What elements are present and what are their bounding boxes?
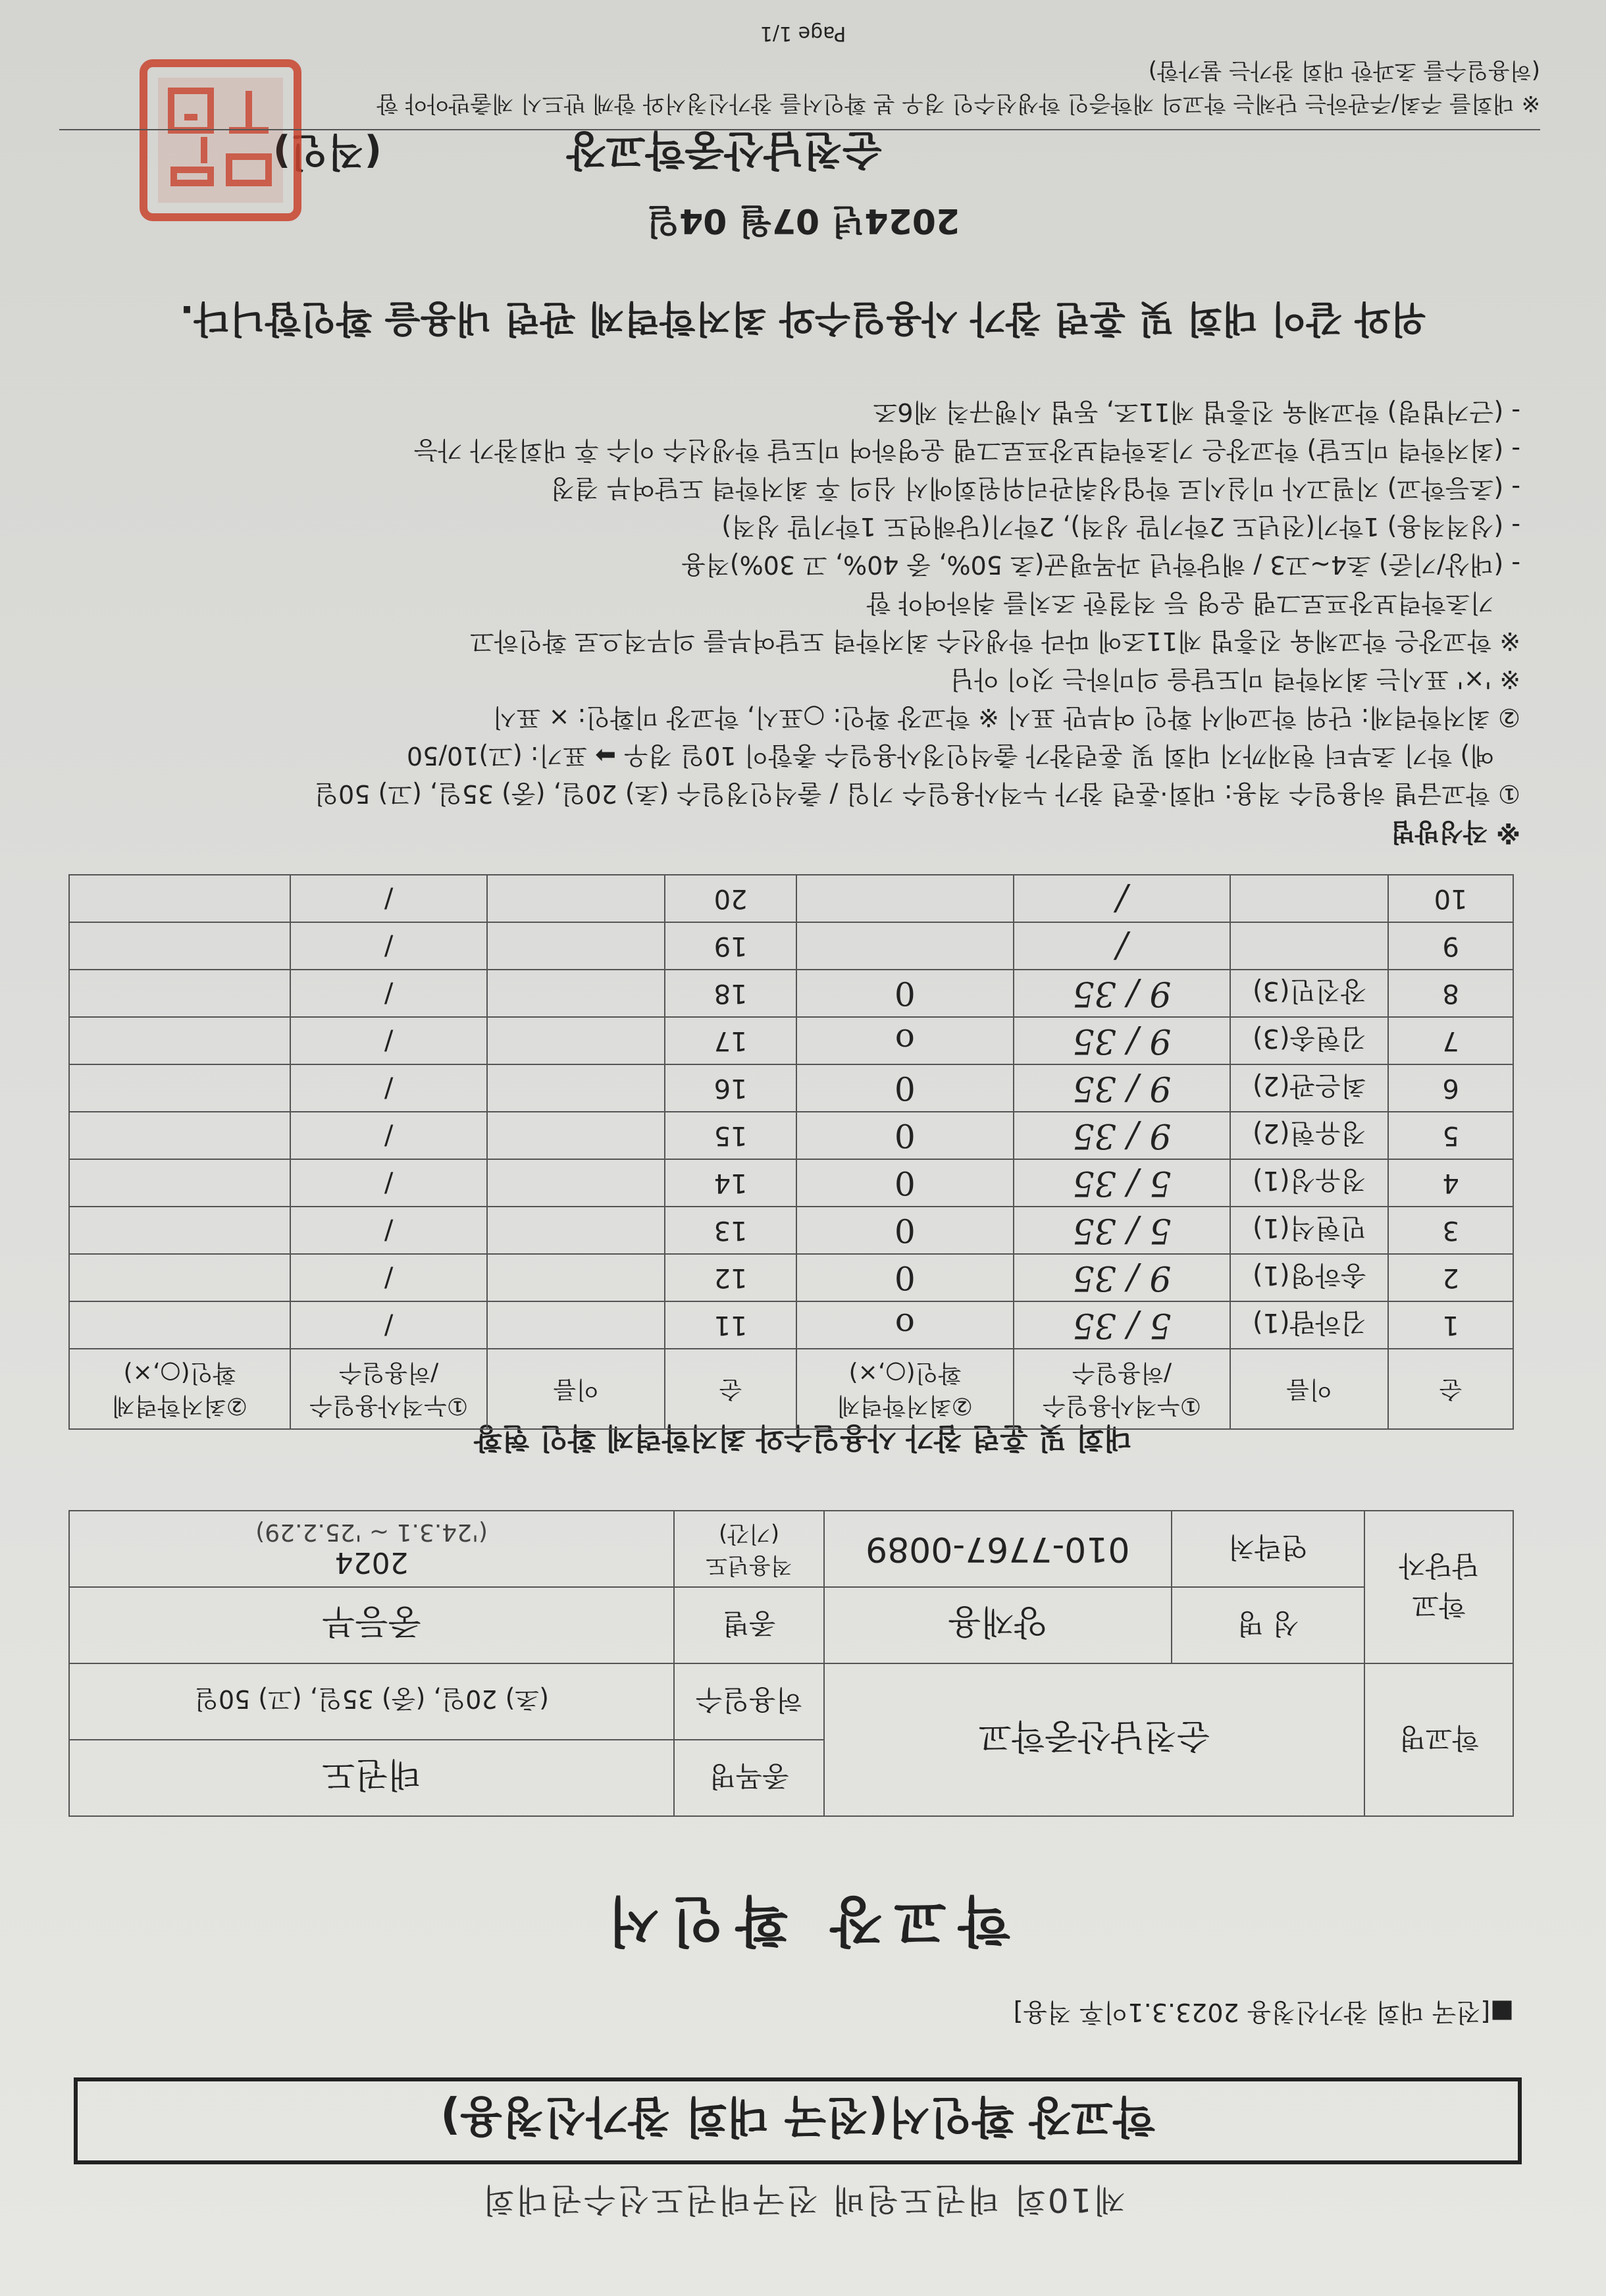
student-min-check: 0 [796, 1254, 1014, 1301]
note-line: - (대상/기준) 초4~고3 / 해당학년 과목평균(초 50%, 중 40%, 고 30%)적용 [681, 550, 1520, 579]
table-row [69, 1301, 1513, 1349]
student-name: 민현석(1) [1230, 1207, 1388, 1254]
student-name [1230, 922, 1388, 970]
table-row [69, 970, 1513, 1017]
student-min-check: o [796, 1301, 1014, 1349]
header-min-left: ②최저학력제 확인(○,×) [796, 1349, 1014, 1429]
student-days: / [290, 1207, 488, 1254]
table-row [69, 1064, 1513, 1112]
note-line: - (초등학교) 지필고사 미실시로 학업성취관리위원회에서 심의 후 최저학력 도달여부 결정 [550, 474, 1520, 503]
note-line: ※ 작성방법 [1390, 818, 1520, 847]
student-min-check [796, 922, 1014, 970]
footnote-line: (허용일수를 초과한 대회 참가는 불가함) [1148, 57, 1540, 84]
student-no: 19 [665, 922, 796, 970]
table-row [69, 1112, 1513, 1159]
note-line: ② 최저학력제: 단위 학교에서 확인 여부만 표시 ※ 학교장 확인: ○표시, 학교장 미확인: × 표시 [492, 703, 1520, 732]
student-no: 10 [1388, 875, 1513, 922]
student-no: 11 [665, 1301, 796, 1349]
student-name: 김하람(1) [1230, 1301, 1388, 1349]
contact-value: 010-7767-0089 [824, 1511, 1172, 1587]
year-label: 적용년도 (기간) [674, 1511, 824, 1587]
student-min-check: 0 [796, 1207, 1014, 1254]
note-line: - (성적적용) 1학기(전년도 2학기말 성적), 2학기(당해연도 1학기말 성적) [721, 512, 1520, 541]
student-no: 17 [665, 1017, 796, 1064]
student-days: 5 / 35 [1014, 1159, 1231, 1207]
student-days: 5 / 35 [1014, 1301, 1231, 1349]
student-name: 정유성(1) [1230, 1159, 1388, 1207]
competition-name: 제10회 태권도원배 전국태권도선수권대회 [480, 2181, 1126, 2219]
student-min-check [796, 875, 1014, 922]
position-label: 종별 [674, 1587, 824, 1663]
period-value: ('24.3.1 ~ '25.2.29) [255, 1519, 488, 1546]
table-row [69, 922, 1513, 970]
student-min-check [69, 1207, 290, 1254]
student-name [487, 1254, 665, 1301]
student-no: 9 [1388, 922, 1513, 970]
document-title: 학교장 확인서 [596, 1889, 1010, 1952]
form-title: 학교장 확인서(전국 대회 참가신청용) [440, 2091, 1155, 2143]
student-days: / [290, 922, 488, 970]
student-days: / [290, 875, 488, 922]
student-days: / [290, 1254, 488, 1301]
note-line: - (최저학력 미도달) 학교장은 기초학력보장프로그램 운영하여 미도달 학생선수 이수 후 대회참가 가능 [413, 436, 1520, 465]
header-name-left: 이름 [1230, 1349, 1388, 1429]
student-days: / [290, 1159, 488, 1207]
student-name [487, 1064, 665, 1112]
note-line: ※ 학교장은 학교체육 진흥법 제11조에 따라 학생선수 최저학력 도달여부를 의무적으로 확인하고 [470, 627, 1520, 656]
student-days: / [290, 1301, 488, 1349]
student-days: / [1014, 922, 1231, 970]
student-name [487, 1112, 665, 1159]
student-name [487, 1207, 665, 1254]
student-days: 9 / 35 [1014, 1064, 1231, 1112]
student-no: 13 [665, 1207, 796, 1254]
position-value: 중등부 [69, 1587, 674, 1663]
student-min-check [69, 875, 290, 922]
student-min-check [69, 1159, 290, 1207]
student-no: 6 [1388, 1064, 1513, 1112]
student-min-check [69, 1112, 290, 1159]
student-no: 1 [1388, 1301, 1513, 1349]
student-min-check: 0 [796, 970, 1014, 1017]
allowed-days-label: 허용일수 [674, 1663, 824, 1740]
student-days: 9 / 35 [1014, 970, 1231, 1017]
student-days: 9 / 35 [1014, 1112, 1231, 1159]
note-line: - (근거법령) 학교체육 진흥법 제11조, 동법 시행규칙 제6조 [873, 398, 1520, 427]
page-number: Page 1/1 [760, 22, 846, 45]
notice-text: ■[전국 대회 참가신청용 2023.3.1이후 적용] [1013, 1998, 1514, 2027]
note-line: ※ '×' 표시는 최저학력 미도달을 의미하는 것이 아님 [950, 665, 1520, 694]
header-days-left: ①누적사용일수 /허용일수 [1014, 1349, 1231, 1429]
student-name: 정유현(2) [1230, 1112, 1388, 1159]
student-no: 7 [1388, 1017, 1513, 1064]
header-no-right: 순 [665, 1349, 796, 1429]
table-row [69, 875, 1513, 922]
student-min-check [69, 1017, 290, 1064]
student-min-check [69, 1301, 290, 1349]
student-min-check [69, 970, 290, 1017]
table-row [69, 1159, 1513, 1207]
student-no: 15 [665, 1112, 796, 1159]
student-no: 2 [1388, 1254, 1513, 1301]
student-days: / [290, 970, 488, 1017]
student-name [487, 875, 665, 922]
manager-name: 양재용 [824, 1587, 1172, 1663]
note-line: 예) 학기 초부터 현재까지 대회 및 훈련참가 출석인정사용일수 총합이 10일 경우 ➡ 표기: (고)10/50 [406, 741, 1494, 770]
school-name: 순천남산중학교 [824, 1663, 1364, 1816]
student-min-check: 0 [796, 1159, 1014, 1207]
footnote [59, 54, 1540, 130]
student-name [1230, 875, 1388, 922]
header-name-right: 이름 [487, 1349, 665, 1429]
student-days: / [290, 1017, 488, 1064]
manager-name-label: 성 명 [1172, 1587, 1365, 1663]
student-table [68, 874, 1514, 1430]
table-row [69, 1207, 1513, 1254]
student-name [487, 1301, 665, 1349]
header-min-right: ②최저학력제 확인(○,×) [69, 1349, 290, 1429]
year-cell [69, 1511, 674, 1587]
manager-label: 학교 담당자 [1364, 1511, 1513, 1663]
school-label: 학교명 [1364, 1663, 1513, 1816]
event-label: 종목명 [674, 1740, 824, 1816]
table-row [69, 1017, 1513, 1064]
student-min-check: o [796, 1017, 1014, 1064]
student-days: / [290, 1064, 488, 1112]
student-name [487, 1159, 665, 1207]
student-name: 김현송(3) [1230, 1017, 1388, 1064]
student-no: 14 [665, 1159, 796, 1207]
signer-name: 순천남산중학교장 [566, 126, 882, 174]
student-no: 12 [665, 1254, 796, 1301]
student-no: 3 [1388, 1207, 1513, 1254]
contact-label: 연락처 [1172, 1511, 1365, 1587]
student-days: 5 / 35 [1014, 1207, 1231, 1254]
seal-label: (직인) [272, 130, 382, 174]
student-min-check [69, 1254, 290, 1301]
confirmation-text: 위와 같이 대회 및 훈련 참가 사용일수와 최저학력제 관련 내용을 확인합니다. [180, 297, 1426, 340]
student-days: 9 / 35 [1014, 1254, 1231, 1301]
header-days-right: ①누적사용일수 /허용일수 [290, 1349, 488, 1429]
student-name [487, 970, 665, 1017]
student-days: 9 / 35 [1014, 1017, 1231, 1064]
student-no: 20 [665, 875, 796, 922]
form-title-box [74, 2077, 1522, 2164]
student-min-check [69, 1064, 290, 1112]
table-row [69, 1254, 1513, 1301]
student-no: 5 [1388, 1112, 1513, 1159]
student-days: / [1014, 875, 1231, 922]
school-info-table [68, 1510, 1514, 1817]
student-min-check [69, 922, 290, 970]
student-no: 8 [1388, 970, 1513, 1017]
footnote-line: ※ 대회를 주최/주관하는 단체는 학교의 재학증인 학생선수인 경우 본 확인서를 참가신청서와 함께 반드시 제출받아야 함 [376, 90, 1540, 117]
student-name: 최은관(2) [1230, 1064, 1388, 1112]
student-min-check: 0 [796, 1112, 1014, 1159]
student-no: 4 [1388, 1159, 1513, 1207]
document-date: 2024년 07월 04일 [646, 201, 960, 240]
section-title: 대회 및 훈련 참가 사용일수와 최저학력제 확인 현황 [474, 1421, 1132, 1455]
note-line: ① 학교급별 허용일수 적용: 대회·훈련 참가 누적사용일수 기입 / 출석인정일수 (초) 20일, (중) 35일, (고) 50일 [314, 779, 1520, 808]
student-no: 18 [665, 970, 796, 1017]
student-name [487, 922, 665, 970]
event-name: 태권도 [69, 1740, 674, 1816]
student-days: / [290, 1112, 488, 1159]
student-name: 송하영(1) [1230, 1254, 1388, 1301]
year-value: 2024 [334, 1546, 409, 1579]
student-no: 16 [665, 1064, 796, 1112]
allowed-days: (초) 20일, (중) 35일, (고) 50일 [69, 1663, 674, 1740]
student-name [487, 1017, 665, 1064]
notes-section [72, 393, 1520, 851]
student-min-check: 0 [796, 1064, 1014, 1112]
note-line: 기초학력보장프로그램 운영 등 적절한 조치를 취하여야 함 [866, 588, 1494, 617]
table-header-row [69, 1349, 1513, 1429]
student-name: 장진민(3) [1230, 970, 1388, 1017]
header-no-left: 순 [1388, 1349, 1513, 1429]
